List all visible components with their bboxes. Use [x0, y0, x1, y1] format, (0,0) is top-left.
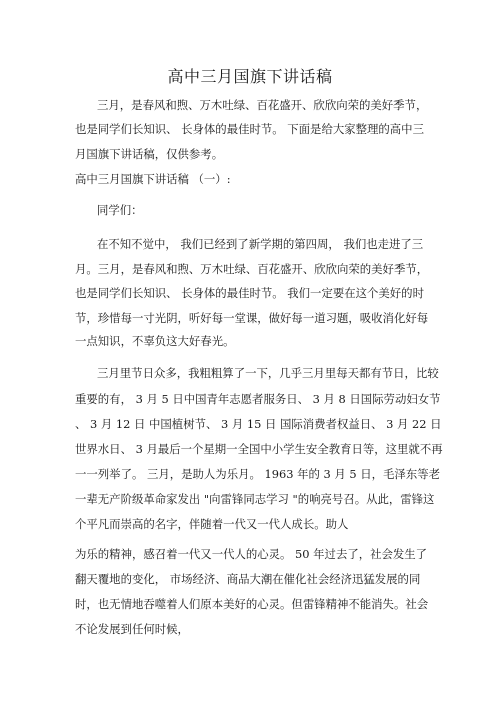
paragraph-line: 在不知不觉中， 我们已经到了新学期的第四周， 我们也走进了三 [97, 237, 424, 251]
paragraph-line: 、 3 月 12 日 中国植树节、 3 月 15 日 国际消费者权益日、 3 月 22 日 [75, 417, 442, 431]
paragraph-line: 三月里节日众多，我粗粗算了一下，几乎三月里每天都有节日，比较 [97, 366, 439, 380]
paragraph-line: 月。三月，是春风和煦、万木吐绿、百花盛开、欣欣向荣的美好季节， [75, 262, 429, 276]
paragraph-line: 也是同学们长知识、 长身体的最佳时节。 下面是给大家整理的高中三 [75, 122, 424, 136]
paragraph-line: 一点知识，不辜负这大好春光。 [75, 334, 235, 348]
paragraph-line: 翻天覆地的变化， 市场经济、商品大潮在催化社会经济迅猛发展的同 [75, 572, 421, 586]
paragraph-line: 三月，是春风和煦、万木吐绿、百花盛开、欣欣向荣的美好季节， [97, 98, 428, 112]
section-heading: 高中三月国旗下讲话稿 （一）: [75, 172, 231, 186]
paragraph-line: 为乐的精神，感召着一代又一代人的心灵。 50 年过去了，社会发生了 [75, 547, 428, 561]
paragraph-line: 月国旗下讲话稿，仅供参考。 [75, 147, 224, 161]
paragraph-line: 也是同学们长知识、 长身体的最佳时节。 我们一定要在这个美好的时 [75, 286, 424, 300]
paragraph-line: 重要的有， 3 月 5 日中国青年志愿者服务日、 3 月 8 日国际劳动妇女节 [75, 392, 441, 406]
paragraph-line: 个平凡而崇高的名字，伴随着一代又一代人成长。助人 [75, 517, 349, 531]
paragraph-line: 节，珍惜每一寸光阴，听好每一堂课，做好每一道习题，吸收消化好每 [75, 311, 429, 325]
paragraph-line: 时，也无情地吞噬着人们原本美好的心灵。但雷锋精神不能消失。社会 [75, 597, 429, 611]
paragraph-line: 一一列举了。 三月，是助人为乐月。 1963 年的 3 月 5 日，毛泽东等老 [75, 467, 440, 481]
paragraph-line: 世界水日、 3 月最后一个星期一全国中小学生安全教育日等，这里就不再 [75, 442, 443, 456]
paragraph-line: 不论发展到任何时候， [75, 622, 189, 636]
paragraph-line: 一辈无产阶级革命家发出 "向雷锋同志学习 "的响亮号召。从此，雷锋这 [75, 492, 435, 506]
document-title: 高中三月国旗下讲话稿 [167, 67, 333, 86]
salutation: 同学们： [97, 203, 143, 217]
